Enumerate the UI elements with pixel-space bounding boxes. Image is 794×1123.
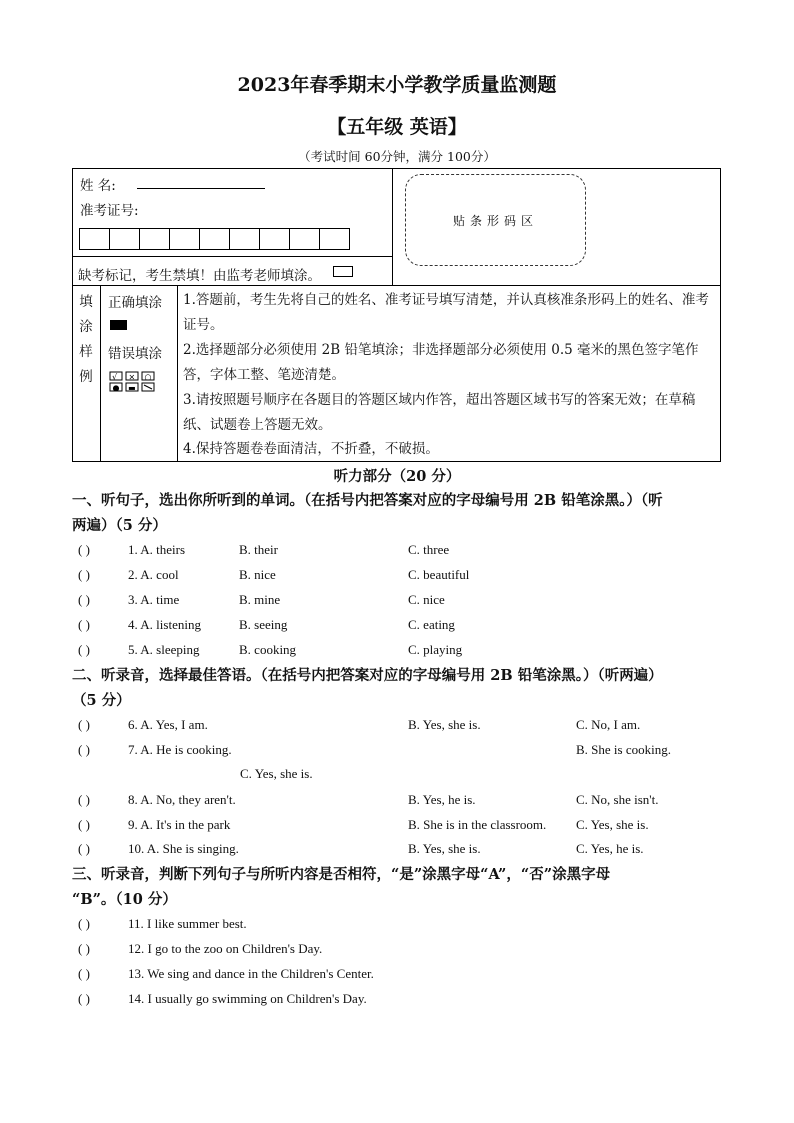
absent-note: 缺考标记，考生禁填！由监考老师填涂。 bbox=[78, 268, 321, 284]
question-option-b: B. She is cooking. bbox=[576, 742, 671, 757]
question-option-b: B. seeing bbox=[239, 617, 288, 632]
question-option-c: C. playing bbox=[408, 642, 463, 657]
section1-heading: 一、听句子，选出你所听到的单词。（在括号内把答案对应的字母编号用 2B 铅笔涂黑。）（听 bbox=[72, 492, 663, 509]
answer-parens[interactable]: ( ) bbox=[78, 567, 90, 582]
fill-example-char: 样 bbox=[79, 344, 93, 360]
wrong-mark-cross: × bbox=[128, 372, 136, 382]
exam-id-cell[interactable] bbox=[139, 228, 170, 250]
question-option-c: C. eating bbox=[408, 617, 455, 632]
correct-fill-mark bbox=[110, 320, 127, 330]
correct-fill-label: 正确填涂 bbox=[108, 295, 162, 311]
rule-item: 4.保持答题卷卷面清洁，不折叠，不破损。 bbox=[183, 441, 439, 457]
rule-item: 2.选择题部分必须使用 2B 铅笔填涂；非选择题部分必须使用 0.5 毫米的黑色签字笔作答，字体工整、笔迹清楚。 bbox=[183, 342, 699, 383]
wrong-mark-circle: ○ bbox=[144, 372, 152, 382]
question-option-b: B. She is in the classroom. bbox=[408, 817, 547, 832]
wrong-mark-dot: ● bbox=[112, 383, 120, 393]
exam-id-grid[interactable] bbox=[80, 228, 350, 250]
answer-parens[interactable]: ( ) bbox=[78, 991, 90, 1006]
fill-example-char: 例 bbox=[79, 369, 93, 385]
section3-heading: 三、听录音，判断下列句子与所听内容是否相符，“是”涂黑字母“A”，“否”涂黑字母 bbox=[72, 866, 611, 883]
section3-heading: “B”。（10 分） bbox=[72, 891, 177, 908]
answer-parens[interactable]: ( ) bbox=[78, 592, 90, 607]
rules-divider bbox=[100, 286, 101, 462]
info-panel-divider bbox=[392, 168, 393, 286]
question-option-a: 6. A. Yes, I am. bbox=[128, 717, 208, 732]
question-option-a: 3. A. time bbox=[128, 592, 180, 607]
listening-section-title: 听力部分（20 分） bbox=[333, 468, 461, 485]
statement-item: 14. I usually go swimming on Children's Day. bbox=[128, 991, 367, 1006]
question-option-c: C. beautiful bbox=[408, 567, 470, 582]
answer-parens[interactable]: ( ) bbox=[78, 717, 90, 732]
answer-parens[interactable]: ( ) bbox=[78, 617, 90, 632]
question-option-a: 8. A. No, they aren't. bbox=[128, 792, 236, 807]
answer-parens[interactable]: ( ) bbox=[78, 841, 90, 856]
question-option-b: B. cooking bbox=[239, 642, 297, 657]
exam-info: （考试时间 60分钟，满分 100分） bbox=[298, 149, 496, 164]
answer-parens[interactable]: ( ) bbox=[78, 742, 90, 757]
wrong-fill-marks-icon bbox=[109, 371, 157, 393]
question-option-a: 9. A. It's in the park bbox=[128, 817, 231, 832]
exam-id-cell[interactable] bbox=[319, 228, 350, 250]
exam-id-cell[interactable] bbox=[229, 228, 260, 250]
fill-example-char: 填 bbox=[79, 294, 93, 310]
name-label: 姓 名: bbox=[80, 178, 116, 194]
exam-id-cell[interactable] bbox=[289, 228, 320, 250]
question-option-c: C. No, she isn't. bbox=[576, 792, 659, 807]
question-option-a: 2. A. cool bbox=[128, 567, 179, 582]
barcode-label: 贴条形码区 bbox=[452, 214, 538, 228]
question-option-b: B. their bbox=[239, 542, 278, 557]
exam-id-cell[interactable] bbox=[259, 228, 290, 250]
statement-item: 13. We sing and dance in the Children's Center. bbox=[128, 966, 374, 981]
section2-heading: 二、听录音，选择最佳答语。（在括号内把答案对应的字母编号用 2B 铅笔涂黑。）（听两遍） bbox=[72, 667, 663, 684]
answer-parens[interactable]: ( ) bbox=[78, 817, 90, 832]
question-option-b: B. Yes, he is. bbox=[408, 792, 476, 807]
exam-id-cell[interactable] bbox=[169, 228, 200, 250]
question-option-a: 5. A. sleeping bbox=[128, 642, 200, 657]
exam-id-label: 准考证号: bbox=[80, 203, 139, 219]
wrong-mark-check: √ bbox=[112, 372, 118, 382]
page-title: 2023年春季期末小学教学质量监测题 bbox=[237, 74, 557, 96]
question-option-c: C. Yes, she is. bbox=[576, 817, 649, 832]
wrong-fill-label: 错误填涂 bbox=[108, 346, 162, 362]
answer-parens[interactable]: ( ) bbox=[78, 642, 90, 657]
rule-item: 3.请按照题号顺序在各题目的答题区域内作答，超出答题区域书写的答案无效；在草稿纸、试题卷上答题无效。 bbox=[183, 392, 696, 433]
name-field[interactable] bbox=[137, 188, 265, 189]
question-option-a: 7. A. He is cooking. bbox=[128, 742, 232, 757]
question-option-a: 4. A. listening bbox=[128, 617, 201, 632]
section1-heading: 两遍）（5 分） bbox=[72, 517, 167, 534]
question-option-b: B. Yes, she is. bbox=[408, 717, 481, 732]
question-option-c: C. three bbox=[408, 542, 450, 557]
exam-id-cell[interactable] bbox=[79, 228, 110, 250]
info-panel-hline bbox=[72, 256, 392, 257]
wrong-mark-bar: ▬ bbox=[128, 383, 136, 393]
question-option-c: C. nice bbox=[408, 592, 445, 607]
exam-id-cell[interactable] bbox=[199, 228, 230, 250]
statement-item: 11. I like summer best. bbox=[128, 916, 247, 931]
question-option-b: B. mine bbox=[239, 592, 281, 607]
rules-divider bbox=[177, 286, 178, 462]
statement-item: 12. I go to the zoo on Children's Day. bbox=[128, 941, 323, 956]
section2-heading: （5 分） bbox=[72, 692, 131, 709]
fill-example-char: 涂 bbox=[79, 319, 93, 335]
page-subtitle: 【五年级 英语】 bbox=[327, 116, 467, 138]
answer-parens[interactable]: ( ) bbox=[78, 792, 90, 807]
question-option-c: C. Yes, he is. bbox=[576, 841, 644, 856]
question-option-a: 10. A. She is singing. bbox=[128, 841, 239, 856]
exam-id-cell[interactable] bbox=[109, 228, 140, 250]
question-option-c: C. No, I am. bbox=[576, 717, 641, 732]
question-option-c: C. Yes, she is. bbox=[240, 766, 313, 781]
question-option-a: 1. A. theirs bbox=[128, 542, 186, 557]
absent-checkbox[interactable] bbox=[333, 266, 353, 277]
rule-item: 1.答题前，考生先将自己的姓名、准考证号填写清楚，并认真核准条形码上的姓名、准考证号。 bbox=[183, 292, 709, 333]
answer-parens[interactable]: ( ) bbox=[78, 542, 90, 557]
answer-parens[interactable]: ( ) bbox=[78, 966, 90, 981]
answer-parens[interactable]: ( ) bbox=[78, 916, 90, 931]
answer-parens[interactable]: ( ) bbox=[78, 941, 90, 956]
question-option-b: B. Yes, she is. bbox=[408, 841, 481, 856]
question-option-b: B. nice bbox=[239, 567, 276, 582]
wrong-fill-marks bbox=[109, 371, 157, 397]
